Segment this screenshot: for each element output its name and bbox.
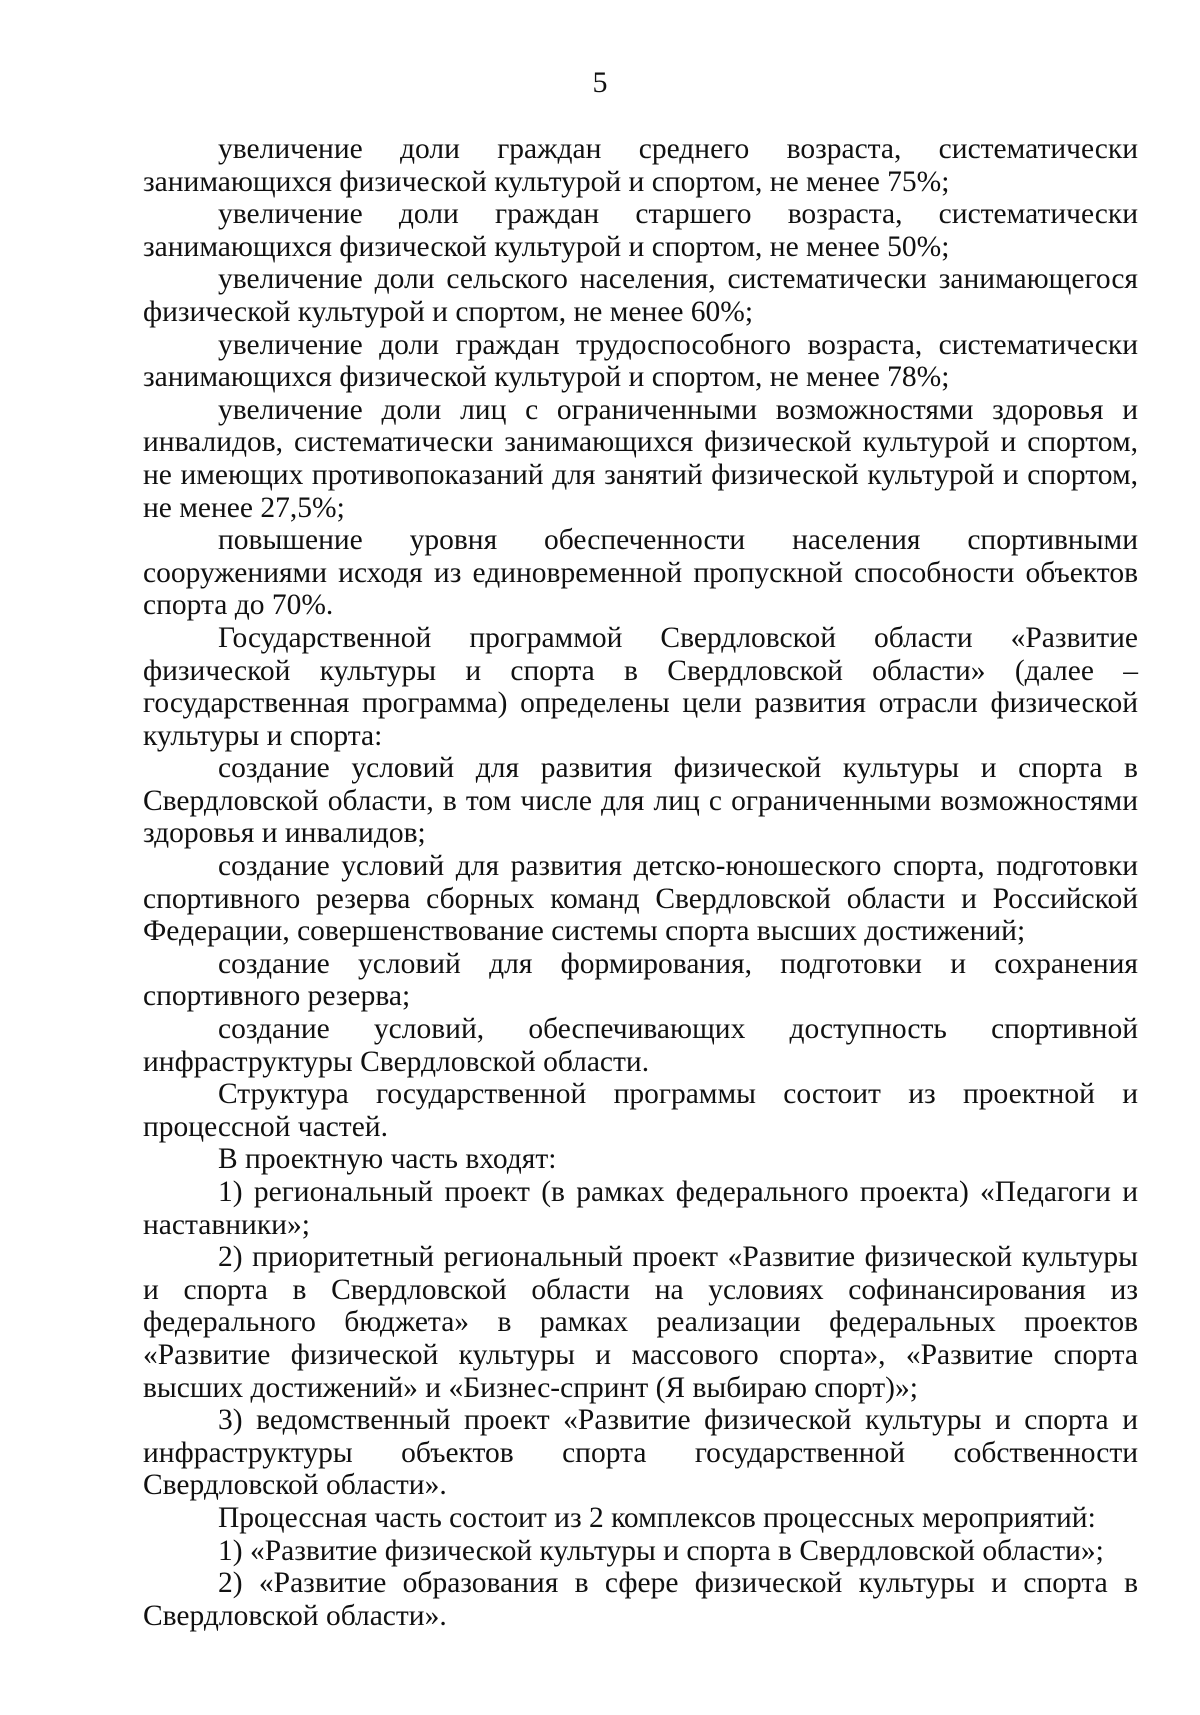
paragraph-aim-infrastructure: создание условий, обеспечивающих доступность спортивной инфраструктуры Свердловской области. xyxy=(143,1013,1138,1078)
paragraph-aim-conditions: создание условий для развития физической культуры и спорта в Свердловской области, в том числе для лиц с ограниченными возможностями здоровья и инвалидов; xyxy=(143,752,1138,850)
paragraph-aim-reserve: создание условий для формирования, подготовки и сохранения спортивного резерва; xyxy=(143,947,1138,1013)
paragraph-goal-working-age: увеличение доли граждан трудоспособного возраста, систематически занимающихся физической культурой и спортом, не менее 78%; xyxy=(143,328,1138,394)
paragraph-goal-disabled: увеличение доли лиц с ограниченными возможностями здоровья и инвалидов, систематически занимающихся физической культурой и спортом, не имеющих противопоказаний для занятий физической культурой и спортом, не менее 27,5%; xyxy=(143,393,1138,524)
paragraph-goal-facilities: повышение уровня обеспеченности населения спортивными сооружениями исходя из единовременной пропускной способности объектов спорта до 70%. xyxy=(143,524,1138,622)
paragraph-goal-older-age: увеличение доли граждан старшего возраста, систематически занимающихся физической культурой и спортом, не менее 50%; xyxy=(143,198,1138,263)
paragraph-aim-youth-sport: создание условий для развития детско-юношеского спорта, подготовки спортивного резерва сборных команд Свердловской области и Российской Федерации, совершенствование системы спорта высших достижений; xyxy=(143,850,1138,948)
paragraph-process-1: 1) «Развитие физической культуры и спорта в Свердловской области»; xyxy=(218,1534,1104,1567)
paragraph-project-part: В проектную часть входят: xyxy=(218,1143,557,1176)
paragraph-goal-middle-age: увеличение доли граждан среднего возраста, систематически занимающихся физической культурой и спортом, не менее 75%; xyxy=(143,133,1138,198)
page-number: 5 xyxy=(592,66,608,99)
document-body xyxy=(143,133,1138,1632)
paragraph-goal-rural: увеличение доли сельского населения, систематически занимающегося физической культурой и спортом, не менее 60%; xyxy=(143,263,1138,328)
paragraph-structure: Структура государственной программы состоит из проектной и процессной частей. xyxy=(143,1078,1138,1143)
paragraph-process-part: Процессная часть состоит из 2 комплексов процессных мероприятий: xyxy=(218,1501,1096,1534)
paragraph-project-2: 2) приоритетный региональный проект «Развитие физической культуры и спорта в Свердловской области на условиях софинансирования из федерального бюджета» в рамках реализации федеральных проектов «Развитие физической культуры и массового спорта», «Развитие спорта высших достижений» и «Бизнес-спринт (Я выбираю спорт)»; xyxy=(143,1241,1138,1404)
paragraph-program-intro: Государственной программой Свердловской области «Развитие физической культуры и спорта в Свердловской области» (далее – государственная программа) определены цели развития отрасли физической культуры и спорта: xyxy=(143,621,1138,752)
paragraph-process-2: 2) «Развитие образования в сфере физической культуры и спорта в Свердловской области». xyxy=(143,1567,1138,1632)
paragraph-project-1: 1) региональный проект (в рамках федерального проекта) «Педагоги и наставники»; xyxy=(143,1176,1138,1241)
paragraph-project-3: 3) ведомственный проект «Развитие физической культуры и спорта и инфраструктуры объектов спорта государственной собственности Свердловской области». xyxy=(143,1404,1138,1502)
